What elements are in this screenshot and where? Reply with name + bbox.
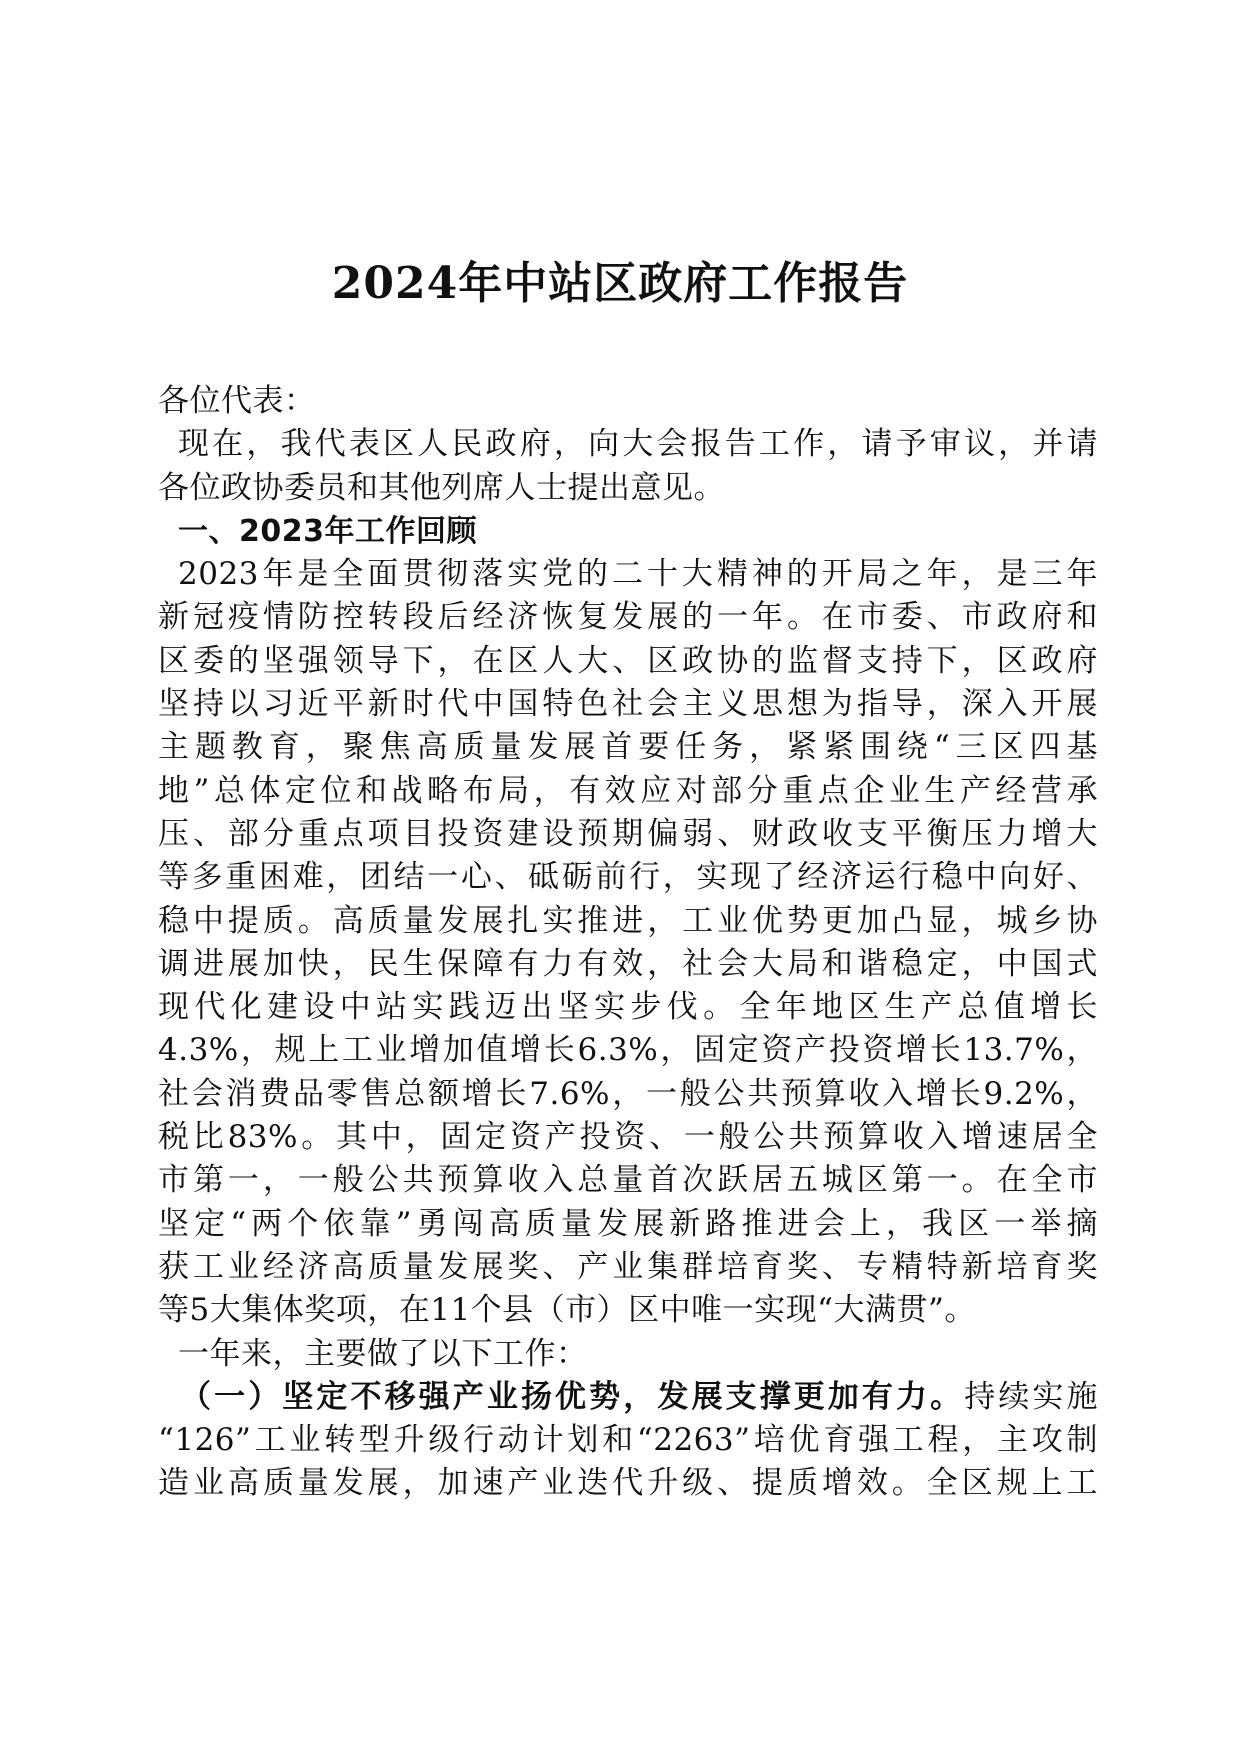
paragraph-line: 新冠疫情防控转段后经济恢复发展的一年。在市委、市政府和 — [158, 599, 1098, 636]
item-one-text: 持续实施 — [964, 1378, 1099, 1415]
document-body — [158, 380, 1098, 1506]
paragraph-line: 2023年是全面贯彻落实党的二十大精神的开局之年，是三年 — [178, 556, 1098, 593]
paragraph-line: 坚定“两个依靠”勇闯高质量发展新路推进会上，我区一举摘 — [158, 1205, 1098, 1242]
paragraph-line: 社会消费品零售总额增长7.6%，一般公共预算收入增长9.2%， — [158, 1075, 1098, 1112]
section-heading: 一、2023年工作回顾 — [178, 513, 477, 549]
item-one-heading: （一）坚定不移强产业扬优势，发展支撑更加有力。 — [180, 1378, 965, 1415]
work-intro: 一年来，主要做了以下工作： — [178, 1335, 588, 1372]
document-title: 2024年中站区政府工作报告 — [331, 258, 909, 309]
paragraph-line: 获工业经济高质量发展奖、产业集群培育奖、专精特新培育奖 — [158, 1248, 1098, 1285]
paragraph-line: 稳中提质。高质量发展扎实推进，工业优势更加凸显，城乡协 — [158, 902, 1098, 939]
paragraph-line: 4.3%，规上工业增加值增长6.3%，固定资产投资增长13.7%， — [158, 1032, 1098, 1069]
paragraph-line: 地”总体定位和战略布局，有效应对部分重点企业生产经营承 — [158, 772, 1098, 809]
item-one-first-line — [158, 1376, 1098, 1419]
paragraph-line: 税比83%。其中，固定资产投资、一般公共预算收入增速居全 — [158, 1119, 1098, 1156]
paragraph-line: “126”工业转型升级行动计划和“2263”培优育强工程，主攻制 — [158, 1422, 1098, 1459]
paragraph-line: 等多重困难，团结一心、砥砺前行，实现了经济运行稳中向好、 — [158, 859, 1098, 896]
paragraph-line: 现代化建设中站实践迈出坚实步伐。全年地区生产总值增长 — [158, 989, 1098, 1026]
paragraph-line: 调进展加快，民生保障有力有效，社会大局和谐稳定，中国式 — [158, 945, 1098, 982]
paragraph-line: 市第一，一般公共预算收入总量首次跃居五城区第一。在全市 — [158, 1162, 1098, 1199]
paragraph-line: 区委的坚强领导下，在区人大、区政协的监督支持下，区政府 — [158, 642, 1098, 679]
paragraph-line: 主题教育，聚焦高质量发展首要任务，紧紧围绕“三区四基 — [158, 729, 1098, 766]
salutation: 各位代表： — [158, 383, 316, 419]
intro-line: 现在，我代表区人民政府，向大会报告工作，请予审议，并请 — [178, 426, 1098, 463]
paragraph-line: 等5大集体奖项，在11个县（市）区中唯一实现“大满贯”。 — [158, 1292, 976, 1329]
paragraph-line: 坚持以习近平新时代中国特色社会主义思想为指导，深入开展 — [158, 686, 1098, 723]
intro-line: 各位政协委员和其他列席人士提出意见。 — [158, 469, 725, 506]
paragraph-line: 造业高质量发展，加速产业迭代升级、提质增效。全区规上工 — [158, 1465, 1098, 1502]
paragraph-line: 压、部分重点项目投资建设预期偏弱、财政收支平衡压力增大 — [158, 815, 1098, 852]
